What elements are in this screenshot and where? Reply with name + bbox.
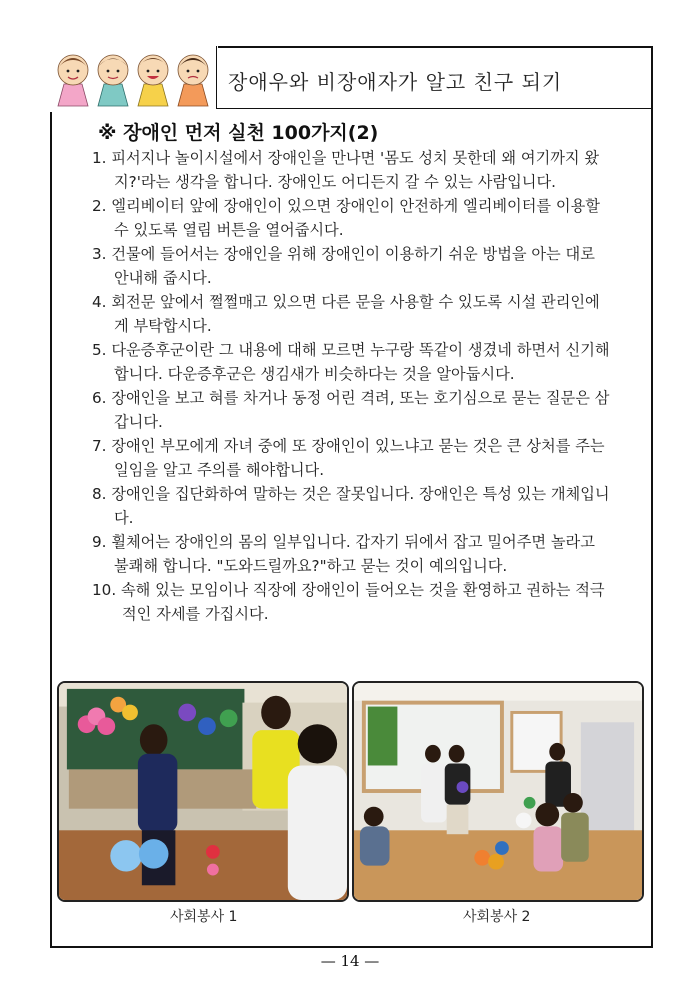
list-item: 8. 장애인을 집단화하여 말하는 것은 잘못입니다. 장애인은 특성 있는 개체입니다. xyxy=(92,485,610,527)
photo-1-caption: 사회봉사 1 xyxy=(170,909,238,925)
header-divider xyxy=(216,108,653,109)
child-3-icon xyxy=(138,55,168,106)
children-illustration xyxy=(52,50,214,108)
list-item: 5. 다운증후군이란 그 내용에 대해 모르면 누구랑 똑같이 생겼네 하면서 신기해합니다. 다운증후군은 생김새가 비슷하다는 것을 알아둡시다. xyxy=(92,341,610,383)
child-4-icon xyxy=(178,55,208,106)
page-number: — 14 — xyxy=(320,952,380,970)
child-2-icon xyxy=(98,55,128,106)
list-item: 6. 장애인을 보고 혀를 차거나 동정 어린 격려, 또는 호기심으로 묻는 질문은 삼갑니다. xyxy=(92,389,610,431)
list-item: 3. 건물에 들어서는 장애인을 위해 장애인이 이용하기 쉬운 방법을 아는 대로 안내해 줍시다. xyxy=(92,245,595,287)
list-item: 2. 엘리베이터 앞에 장애인이 있으면 장애인이 안전하게 엘리베이터를 이용할 수 있도록 열림 버튼을 열어줍시다. xyxy=(92,197,600,239)
photo-2-caption: 사회봉사 2 xyxy=(463,909,531,925)
photo-1-image xyxy=(59,683,347,900)
child-1-icon xyxy=(58,55,88,106)
header-divider-vertical xyxy=(216,46,217,108)
guideline-list xyxy=(92,147,612,627)
header-title: 장애우와 비장애자가 알고 친구 되기 xyxy=(228,70,563,94)
list-item: 10. 속해 있는 모임이나 직장에 장애인이 들어오는 것을 환영하고 권하는 적극적인 자세를 가집시다. xyxy=(92,581,605,623)
volunteer-photo-1 xyxy=(57,681,349,902)
list-item: 1. 피서지나 놀이시설에서 장애인을 만나면 '몸도 성치 못한데 왜 여기까지 왔지?'라는 생각을 합니다. 장애인도 어디든지 갈 수 있는 사람입니다. xyxy=(92,149,600,191)
list-item: 4. 회전문 앞에서 쩔쩔매고 있으면 다른 문을 사용할 수 있도록 시설 관리인에게 부탁합시다. xyxy=(92,293,600,335)
section-title: ※ 장애인 먼저 실천 100가지(2) xyxy=(98,122,379,144)
list-item: 7. 장애인 부모에게 자녀 중에 또 장애인이 있느냐고 묻는 것은 큰 상처를 주는 일임을 알고 주의를 해야합니다. xyxy=(92,437,605,479)
list-item: 9. 휠체어는 장애인의 몸의 일부입니다. 갑자기 뒤에서 잡고 밀어주면 놀라고 불쾌해 합니다. "도와드릴까요?"하고 묻는 것이 예의입니다. xyxy=(92,533,595,575)
volunteer-photo-2 xyxy=(352,681,644,902)
photo-2-image xyxy=(354,683,642,900)
